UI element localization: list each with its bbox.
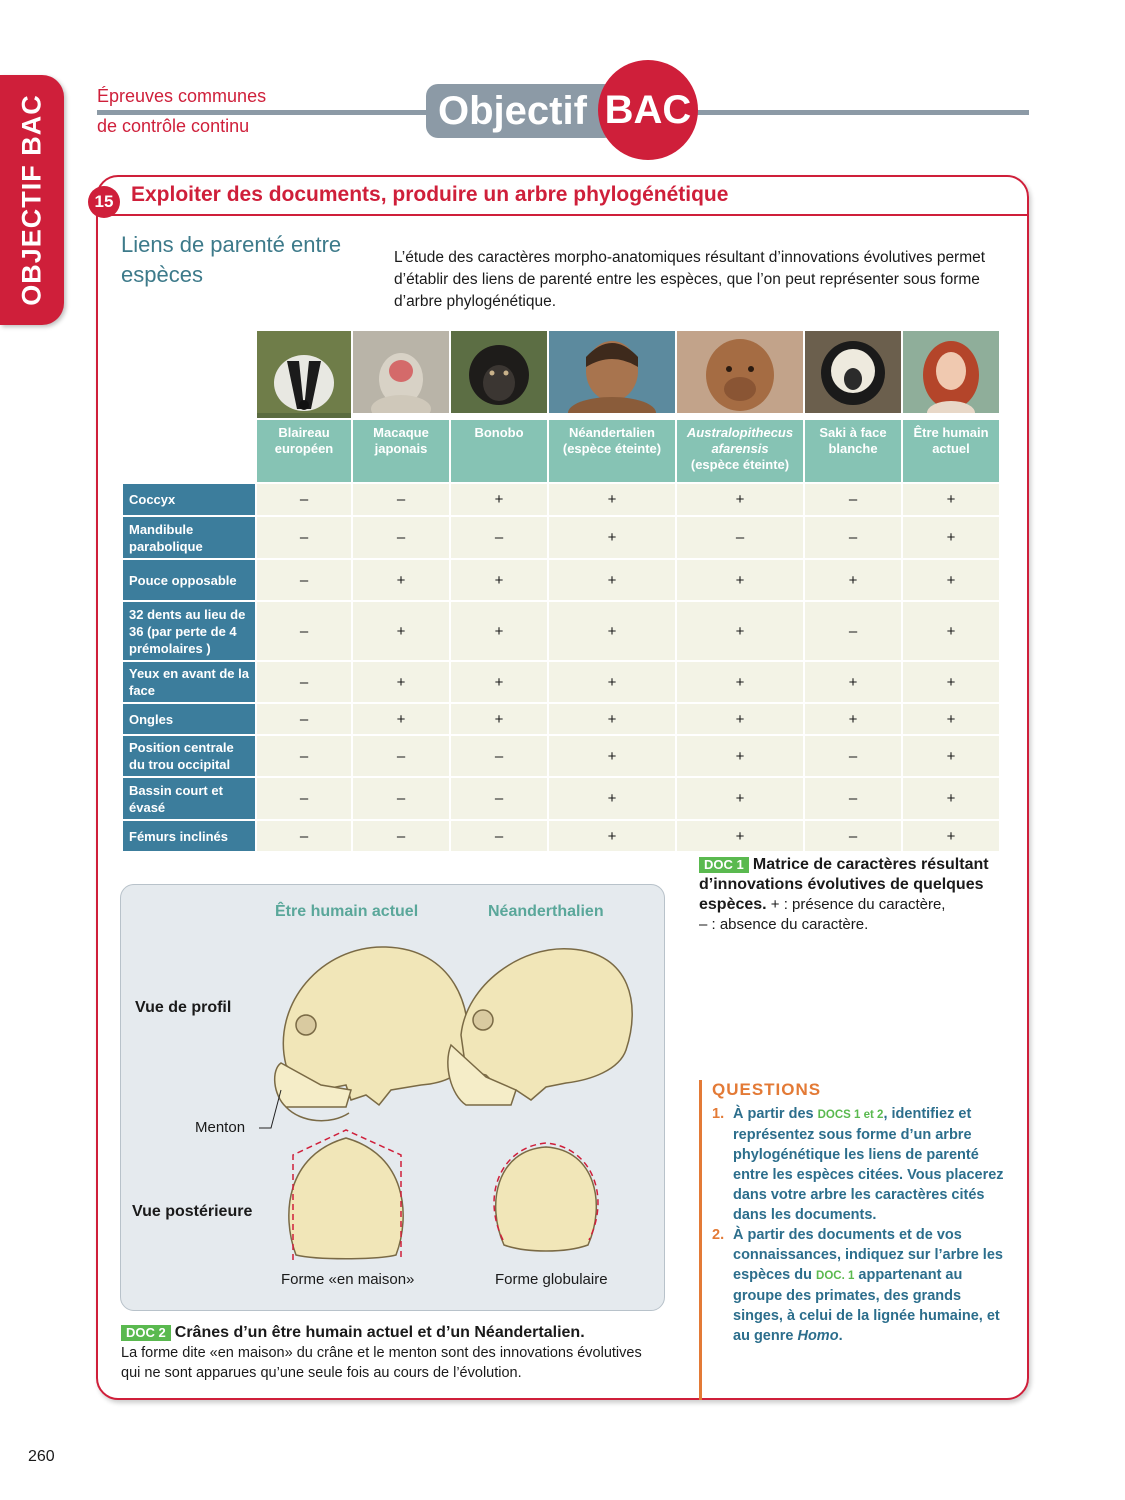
objectif-pill: Objectif xyxy=(426,84,616,138)
matrix-cell: + xyxy=(903,602,999,660)
epreuves-line2: de contrôle continu xyxy=(97,116,250,136)
badger-photo xyxy=(257,331,351,413)
doc1-title: Matrice de caractères résultant d’innovations évolutives de quelques espèces. xyxy=(699,856,989,913)
doc2-tag: DOC 2 xyxy=(121,1325,171,1341)
col-human-label: Être humain actuel xyxy=(275,903,419,920)
species-photo-bonobo xyxy=(451,331,547,418)
matrix-cell: – xyxy=(451,736,547,776)
matrix-cell: – xyxy=(353,778,449,819)
matrix-cell: + xyxy=(353,602,449,660)
matrix-cell: + xyxy=(353,662,449,702)
matrix-cell: + xyxy=(451,704,547,734)
matrix-row xyxy=(123,704,999,734)
character-label: Yeux en avant de la face xyxy=(123,662,255,702)
doc2-text: La forme dite «en maison» du crâne et le menton sont des innovations évolutives qui ne sont apparues qu’une seule fois au cours de l’évolution. xyxy=(121,1345,642,1381)
questions-title: QUESTIONS xyxy=(712,1080,822,1099)
character-label: Pouce opposable xyxy=(123,560,255,600)
skulls-figure xyxy=(120,884,665,1311)
matrix-cell: + xyxy=(549,602,675,660)
matrix-cell: + xyxy=(677,484,803,515)
matrix-cell: + xyxy=(549,662,675,702)
species-photo-saki xyxy=(805,331,901,418)
species-extra: (espèce éteinte) xyxy=(690,457,790,472)
matrix-cell: – xyxy=(257,662,351,702)
matrix-cell: + xyxy=(805,662,901,702)
matrix-cell: – xyxy=(805,484,901,515)
shape-globular-label: Forme globulaire xyxy=(495,1271,608,1288)
col-neanderthal-label: Néanderthalien xyxy=(488,903,604,920)
questions-bar xyxy=(699,1080,702,1400)
matrix-cell: + xyxy=(903,821,999,851)
matrix-cell: – xyxy=(257,517,351,558)
matrix-row xyxy=(123,736,999,776)
menton-label: Menton xyxy=(195,1119,246,1136)
matrix-cell: + xyxy=(903,517,999,558)
matrix-cell: – xyxy=(353,821,449,851)
matrix-cell: + xyxy=(451,484,547,515)
matrix-cell: + xyxy=(549,704,675,734)
species-header: Être humain actuel xyxy=(903,420,999,482)
matrix-cell: + xyxy=(903,778,999,819)
question-2-end: . xyxy=(838,1328,843,1344)
character-label: Position centrale du trou occipital xyxy=(123,736,255,776)
human-skull-profile xyxy=(275,947,468,1121)
questions-list xyxy=(712,1104,1012,1346)
matrix-cell: – xyxy=(805,736,901,776)
matrix-cell: + xyxy=(549,517,675,558)
page-number: 260 xyxy=(28,1448,55,1465)
matrix-cell: – xyxy=(257,821,351,851)
matrix-cell: – xyxy=(451,517,547,558)
doc1-legend-minus: – : absence du caractère. xyxy=(699,916,869,933)
matrix-cell: – xyxy=(257,778,351,819)
row-profile-label: Vue de profil xyxy=(135,999,232,1016)
matrix-cell: + xyxy=(903,484,999,515)
matrix-row xyxy=(123,778,999,819)
character-label: Coccyx xyxy=(123,484,255,515)
matrix-cell: + xyxy=(677,560,803,600)
bonobo-photo xyxy=(451,331,547,413)
matrix-cell: + xyxy=(805,704,901,734)
doc1-caption xyxy=(699,855,1014,935)
matrix-row xyxy=(123,821,999,851)
matrix-row xyxy=(123,484,999,515)
species-photo-humain xyxy=(903,331,999,418)
matrix-cell: + xyxy=(451,602,547,660)
matrix-cell: + xyxy=(805,560,901,600)
matrix-cell: + xyxy=(549,484,675,515)
title-rule xyxy=(97,214,1028,216)
matrix-cell: + xyxy=(903,736,999,776)
character-label: Fémurs inclinés xyxy=(123,821,255,851)
character-label: Bassin court et évasé xyxy=(123,778,255,819)
question-1-ref: DOCS 1 et 2 xyxy=(817,1109,884,1121)
intro-text: L’étude des caractères morpho-anatomiques résultant d’innovations évolutives permet d’établir des liens de parenté entre les espèces, que l’on peut représenter sous forme d’arbre phylogénétique. xyxy=(394,249,986,310)
species-header: Saki à face blanche xyxy=(805,420,901,482)
side-tab xyxy=(0,75,64,325)
matrix-cell: – xyxy=(805,778,901,819)
matrix-cell: – xyxy=(257,484,351,515)
matrix-cell: + xyxy=(451,560,547,600)
matrix-row xyxy=(123,560,999,600)
question-2-homo: Homo xyxy=(797,1328,839,1344)
matrix-cell: + xyxy=(677,704,803,734)
species-photo-neandertalien xyxy=(549,331,675,418)
matrix-cell: – xyxy=(805,602,901,660)
matrix-cell: – xyxy=(451,821,547,851)
matrix-cell: + xyxy=(549,560,675,600)
species-italic-name: Australopithecus afarensis xyxy=(686,425,794,456)
doc1-legend-plus: + : présence du caractère, xyxy=(770,896,946,913)
matrix-row xyxy=(123,517,999,558)
species-header: Bonobo xyxy=(451,420,547,482)
matrix-cell: + xyxy=(903,704,999,734)
matrix-cell: + xyxy=(353,704,449,734)
epreuves-line1: Épreuves communes xyxy=(97,86,267,106)
matrix-cell: – xyxy=(805,517,901,558)
matrix-cell: + xyxy=(677,736,803,776)
question-1 xyxy=(712,1104,1012,1225)
exercise-title: Exploiter des documents, produire un arbre phylogénétique xyxy=(131,183,729,206)
species-header-australopithecus xyxy=(677,420,803,482)
row-posterior-label: Vue postérieure xyxy=(132,1203,253,1220)
exercise-subtitle: Liens de parenté entre espèces xyxy=(121,232,342,287)
bac-circle: BAC xyxy=(598,60,698,160)
neanderthal-photo xyxy=(549,331,675,413)
matrix-cell: + xyxy=(677,602,803,660)
shape-house-label: Forme «en maison» xyxy=(281,1271,415,1288)
matrix-cell: – xyxy=(257,602,351,660)
macaque-photo xyxy=(353,331,449,413)
neanderthal-skull-posterior xyxy=(494,1143,598,1251)
matrix-cell: – xyxy=(257,736,351,776)
matrix-cell: + xyxy=(677,821,803,851)
question-2-text-b: appartenant au groupe des primates, des grands singes, à celui de la lignée humaine, et au genre xyxy=(733,1267,1000,1344)
matrix-cell: – xyxy=(257,560,351,600)
side-tab-label: OBJECTIF BAC xyxy=(16,94,47,306)
character-label: Mandibule parabolique xyxy=(123,517,255,558)
species-photo-blaireau xyxy=(257,331,351,418)
matrix-cell: – xyxy=(353,736,449,776)
question-2-number: 2. xyxy=(712,1227,725,1243)
human-photo xyxy=(903,331,999,413)
matrix-cell: + xyxy=(549,736,675,776)
saki-photo xyxy=(805,331,901,413)
question-2-text-a: À partir des documents et de vos connaissances, indiquez sur l’arbre les espèces du xyxy=(733,1227,1003,1283)
matrix-cell: + xyxy=(903,560,999,600)
species-header: Blaireau européen xyxy=(257,420,351,482)
matrix-cell: + xyxy=(677,662,803,702)
skull-drawings xyxy=(121,885,666,1312)
matrix-corner xyxy=(123,331,255,418)
species-header: Néandertalien (espèce éteinte) xyxy=(549,420,675,482)
matrix-cell: + xyxy=(549,778,675,819)
matrix-row xyxy=(123,602,999,660)
question-1-text-b: , identifiez et représentez sous forme d’un arbre phylogénétique les liens de parenté entre les espèces citées. Vous placerez dans votre arbre les caractères cités dans les documents. xyxy=(733,1106,1004,1223)
question-2-ref: DOC. 1 xyxy=(816,1270,855,1282)
doc2-title: Crânes d’un être humain actuel et d’un Néandertalien. xyxy=(174,1324,585,1341)
matrix-cell: + xyxy=(451,662,547,702)
character-label: Ongles xyxy=(123,704,255,734)
matrix-corner-2 xyxy=(123,420,255,482)
question-1-number: 1. xyxy=(712,1106,725,1122)
species-photo-macaque xyxy=(353,331,449,418)
matrix-cell: + xyxy=(903,662,999,702)
matrix-cell: + xyxy=(677,778,803,819)
matrix-cell: – xyxy=(257,704,351,734)
neanderthal-skull-profile xyxy=(448,949,632,1105)
matrix-cell: – xyxy=(353,517,449,558)
character-matrix xyxy=(121,329,1001,853)
matrix-cell: – xyxy=(805,821,901,851)
exercise-number: 15 xyxy=(88,186,120,218)
matrix-cell: – xyxy=(353,484,449,515)
human-skull-posterior xyxy=(289,1130,403,1260)
doc2-caption xyxy=(121,1323,661,1383)
species-photo-australopithecus xyxy=(677,331,803,418)
matrix-row xyxy=(123,662,999,702)
matrix-cell: – xyxy=(677,517,803,558)
matrix-cell: – xyxy=(451,778,547,819)
question-2 xyxy=(712,1225,1012,1346)
species-header: Macaque japonais xyxy=(353,420,449,482)
doc1-tag: DOC 1 xyxy=(699,857,749,873)
matrix-cell: + xyxy=(549,821,675,851)
question-1-text-a: À partir des xyxy=(733,1106,814,1122)
matrix-cell: + xyxy=(353,560,449,600)
character-label: 32 dents au lieu de 36 (par perte de 4 prémolaires ) xyxy=(123,602,255,660)
australopithecus-photo xyxy=(677,331,803,413)
